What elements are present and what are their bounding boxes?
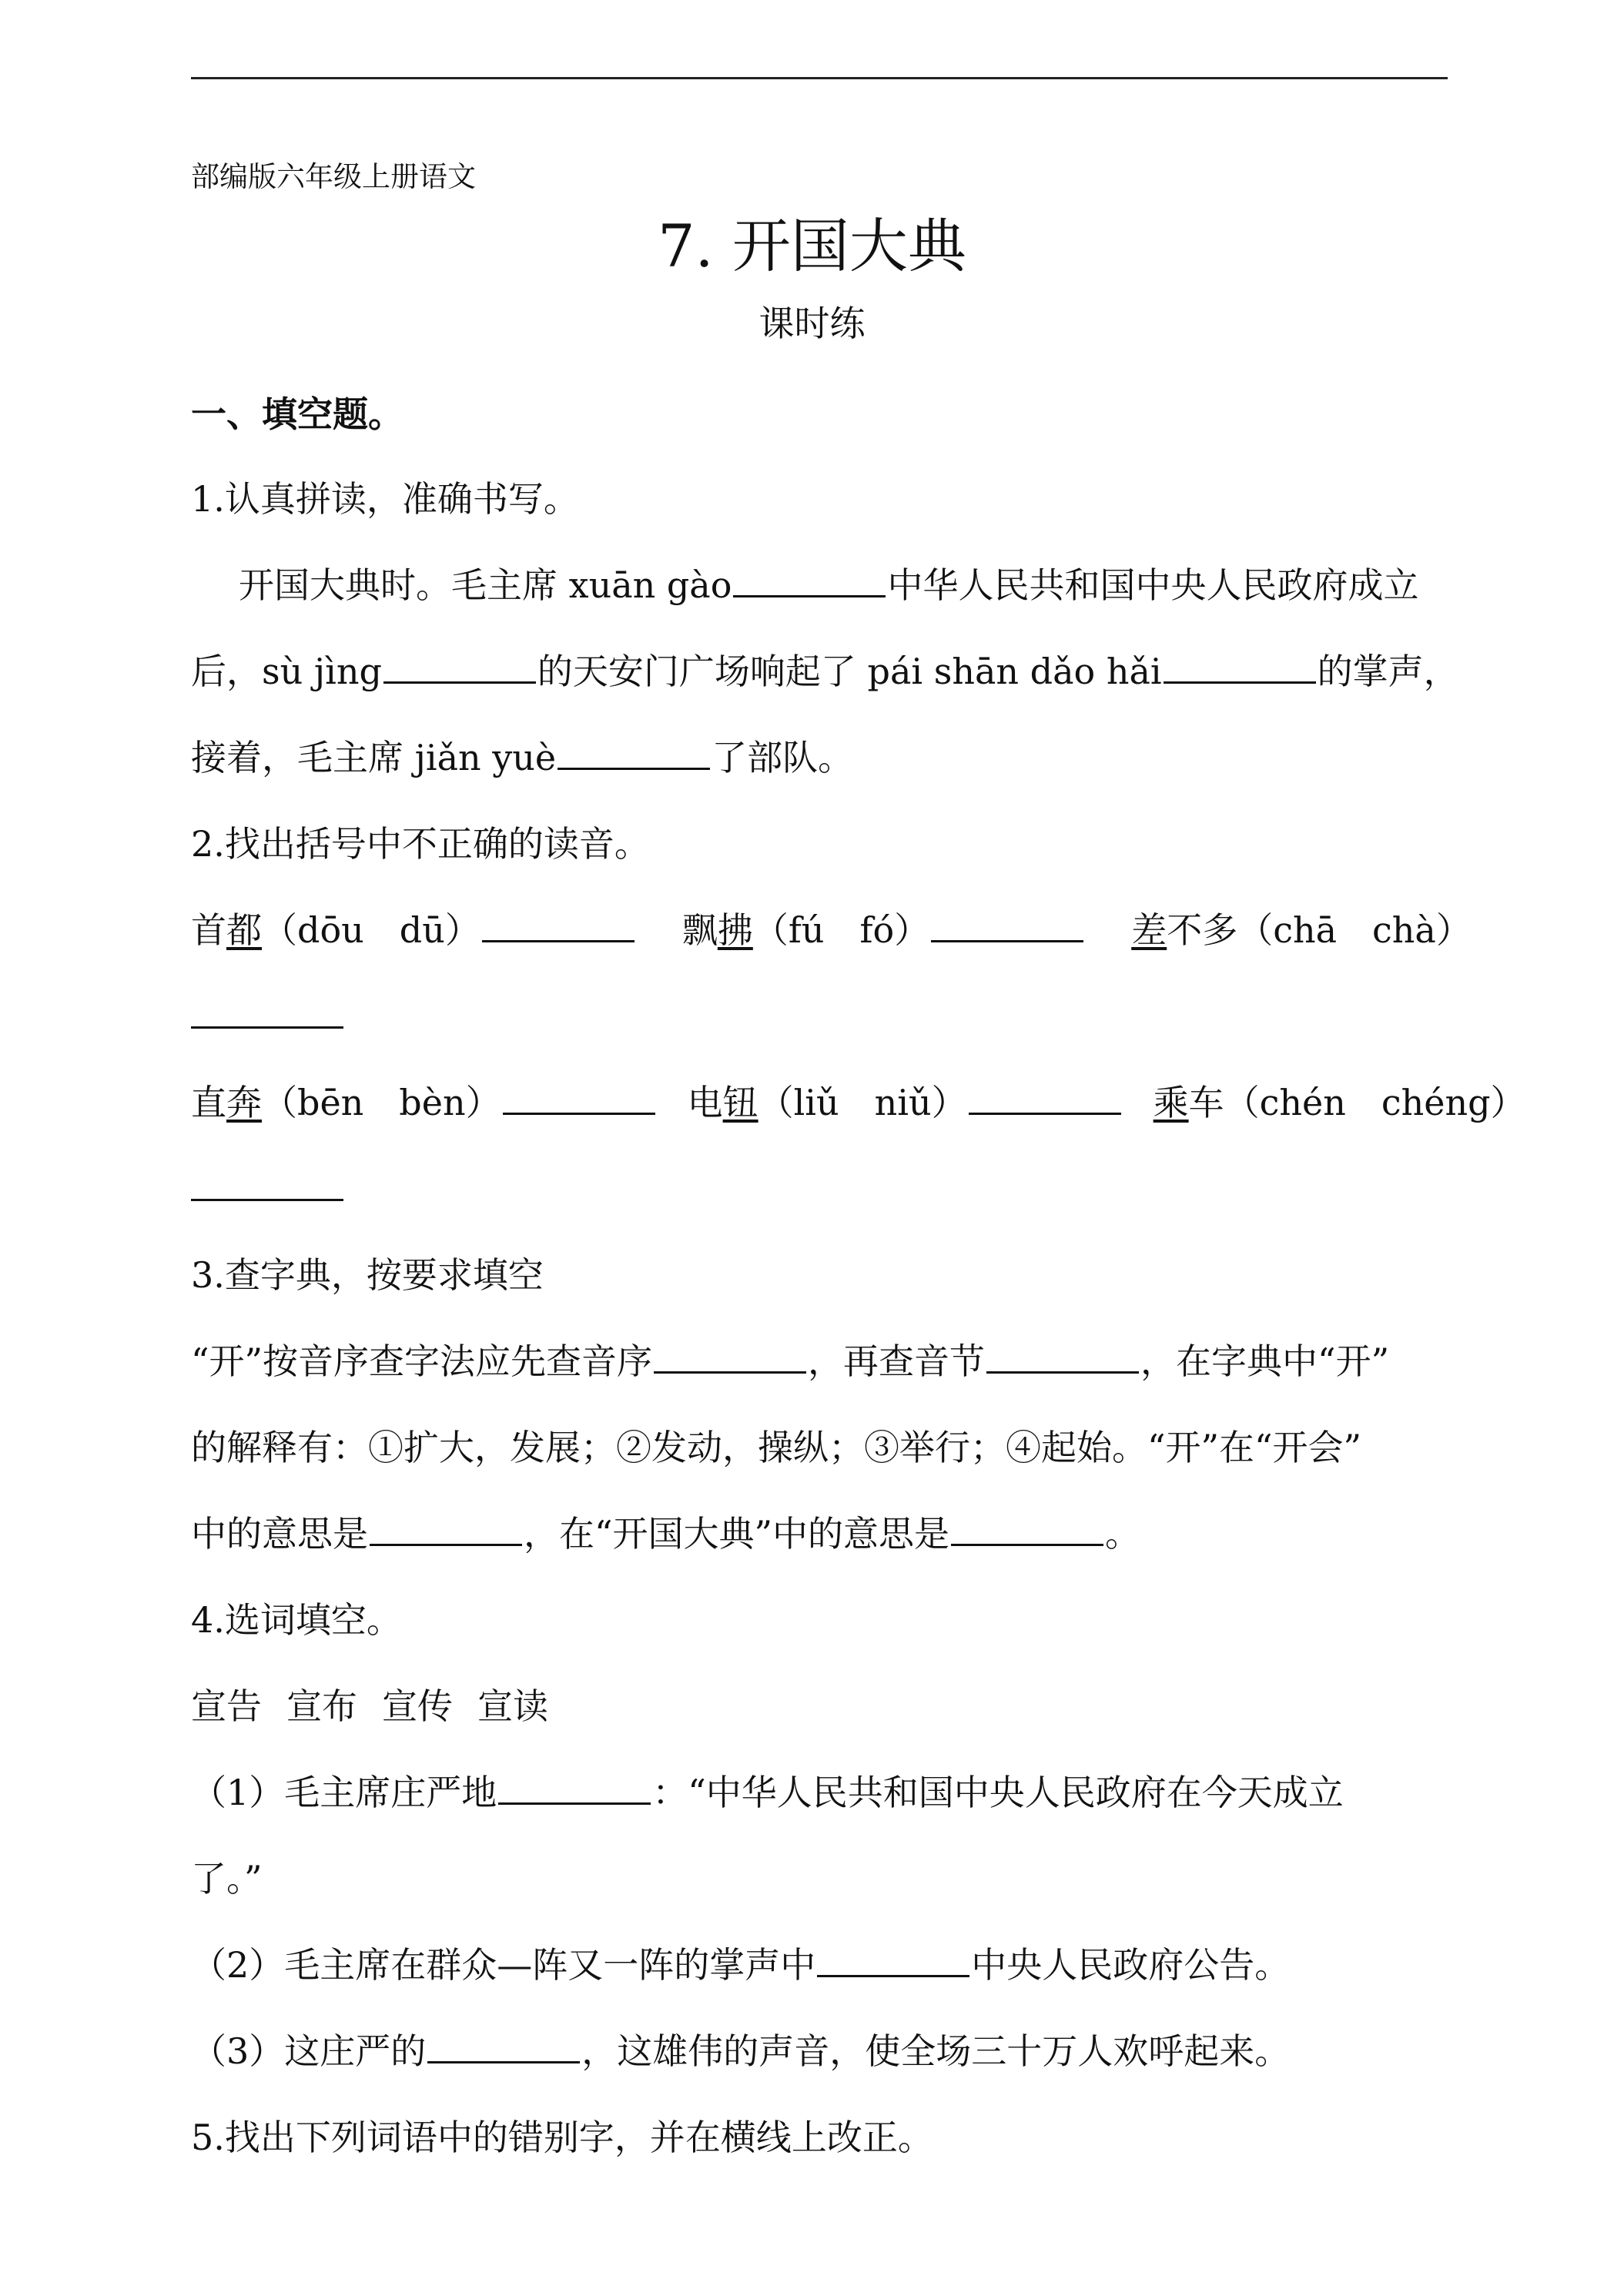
q4-prompt: 4.选词填空。: [191, 1599, 402, 1641]
q1-text: 的掌声，: [1317, 651, 1459, 692]
q2-row-2-blank: [191, 1166, 1448, 1212]
q2-row-2: [191, 1079, 1526, 1126]
q3-line-3: [191, 1511, 1448, 1557]
word-text: 首: [191, 909, 226, 951]
q3-prompt: 3.查字典，按要求填空: [191, 1254, 544, 1296]
underlined-char: 都: [226, 909, 262, 951]
answer-blank[interactable]: [427, 2030, 580, 2063]
answer-blank[interactable]: [383, 651, 536, 684]
pinyin-options: （chā chà）: [1237, 909, 1472, 951]
q4-word-options: [191, 1683, 1448, 1729]
pinyin-options: （dōu dū）: [262, 909, 481, 951]
word-text: 不多: [1167, 909, 1238, 951]
underlined-char: 拂: [717, 909, 753, 951]
q1-text: 后，sù jìng: [191, 651, 382, 692]
word-text: 直: [191, 1082, 226, 1123]
q3-text: 。: [1105, 1513, 1141, 1555]
q3-text: 中的意思是: [191, 1513, 368, 1555]
q3-text: “开”按音序查字法应先查音序: [191, 1340, 653, 1382]
q4-text: （3）这庄严的: [191, 2030, 427, 2072]
answer-blank[interactable]: [817, 1944, 969, 1977]
q1-text: 开国大典时。毛主席 xuān gào: [239, 564, 732, 606]
q1-prompt: 1.认真拼读，准确书写。: [191, 478, 579, 520]
q1-text: 的天安门广场响起了 pái shān dǎo hǎi: [537, 651, 1162, 692]
pinyin-options: （liǔ niǔ）: [758, 1082, 967, 1123]
q3-line-2: 的解释有：①扩大，发展；②发动，操纵；③举行；④起始。“开”在“开会”: [191, 1427, 1362, 1468]
answer-blank[interactable]: [191, 996, 343, 1029]
pinyin-options: （bēn bèn）: [262, 1082, 501, 1123]
q3-text: ，在“开国大典”中的意思是: [524, 1513, 950, 1555]
answer-blank[interactable]: [931, 909, 1083, 942]
q4-sentence-1: [191, 1769, 1448, 1816]
q1-line-2: [191, 648, 1459, 694]
q1-line-1: [191, 562, 1448, 608]
answer-blank[interactable]: [558, 737, 710, 770]
answer-blank[interactable]: [503, 1082, 655, 1115]
q1-text: 接着，毛主席 jiǎn yuè: [191, 737, 557, 778]
answer-blank[interactable]: [370, 1513, 522, 1546]
q3-line-1: [191, 1338, 1448, 1384]
q1-text: 了部队。: [712, 737, 854, 778]
pinyin-options: （fú fó）: [752, 909, 930, 951]
q4-text: 中央人民政府公告。: [971, 1944, 1291, 1986]
answer-blank[interactable]: [969, 1082, 1121, 1115]
q2-row-1-blank: [191, 993, 1448, 1039]
q4-sentence-1-cont: 了。”: [191, 1858, 263, 1899]
q5-prompt: 5.找出下列词语中的错别字，并在横线上改正。: [191, 2117, 933, 2158]
q4-text: ：“中华人民共和国中央人民政府在今天成立: [652, 1772, 1344, 1813]
q1-text: 中华人民共和国中央人民政府成立: [887, 564, 1419, 606]
word-option: 宣告: [191, 1685, 262, 1727]
q1-line-3: [191, 735, 1448, 781]
q4-sentence-2: [191, 1942, 1448, 1988]
word-option: 宣传: [382, 1685, 453, 1727]
word-option: 宣布: [286, 1685, 357, 1727]
underlined-char: 乘: [1153, 1082, 1189, 1123]
answer-blank[interactable]: [191, 1168, 343, 1201]
answer-blank[interactable]: [986, 1340, 1139, 1374]
answer-blank[interactable]: [733, 564, 886, 597]
q3-text: ，在字典中“开”: [1140, 1340, 1390, 1382]
underlined-char: 差: [1131, 909, 1167, 951]
answer-blank[interactable]: [654, 1340, 806, 1374]
q3-text: ，再查音节: [808, 1340, 986, 1382]
word-option: 宣读: [477, 1685, 548, 1727]
q4-text: （1）毛主席庄严地: [191, 1772, 497, 1813]
pinyin-options: （chén chéng）: [1224, 1082, 1526, 1123]
underlined-char: 奔: [226, 1082, 262, 1123]
q4-text: ，这雄伟的声音，使全场三十万人欢呼起来。: [581, 2030, 1291, 2072]
word-text: 车: [1188, 1082, 1224, 1123]
answer-blank[interactable]: [498, 1772, 651, 1805]
brand-label: 部编版六年级上册语文: [191, 160, 476, 193]
q4-sentence-3: [191, 2028, 1448, 2074]
answer-blank[interactable]: [1164, 651, 1316, 684]
section-heading: 一、填空题。: [191, 393, 403, 435]
q2-row-1: [191, 907, 1472, 953]
q2-prompt: 2.找出括号中不正确的读音。: [191, 823, 650, 865]
underlined-char: 钮: [722, 1082, 758, 1123]
page-subtitle: 课时练: [758, 303, 866, 344]
answer-blank[interactable]: [482, 909, 635, 942]
word-text: 电: [687, 1082, 723, 1123]
word-text: 飘: [681, 909, 718, 951]
header-rule: [191, 77, 1448, 79]
page-title: 7. 开国大典: [658, 212, 966, 280]
q4-text: （2）毛主席在群众—阵又一阵的掌声中: [191, 1944, 816, 1986]
answer-blank[interactable]: [951, 1513, 1103, 1546]
